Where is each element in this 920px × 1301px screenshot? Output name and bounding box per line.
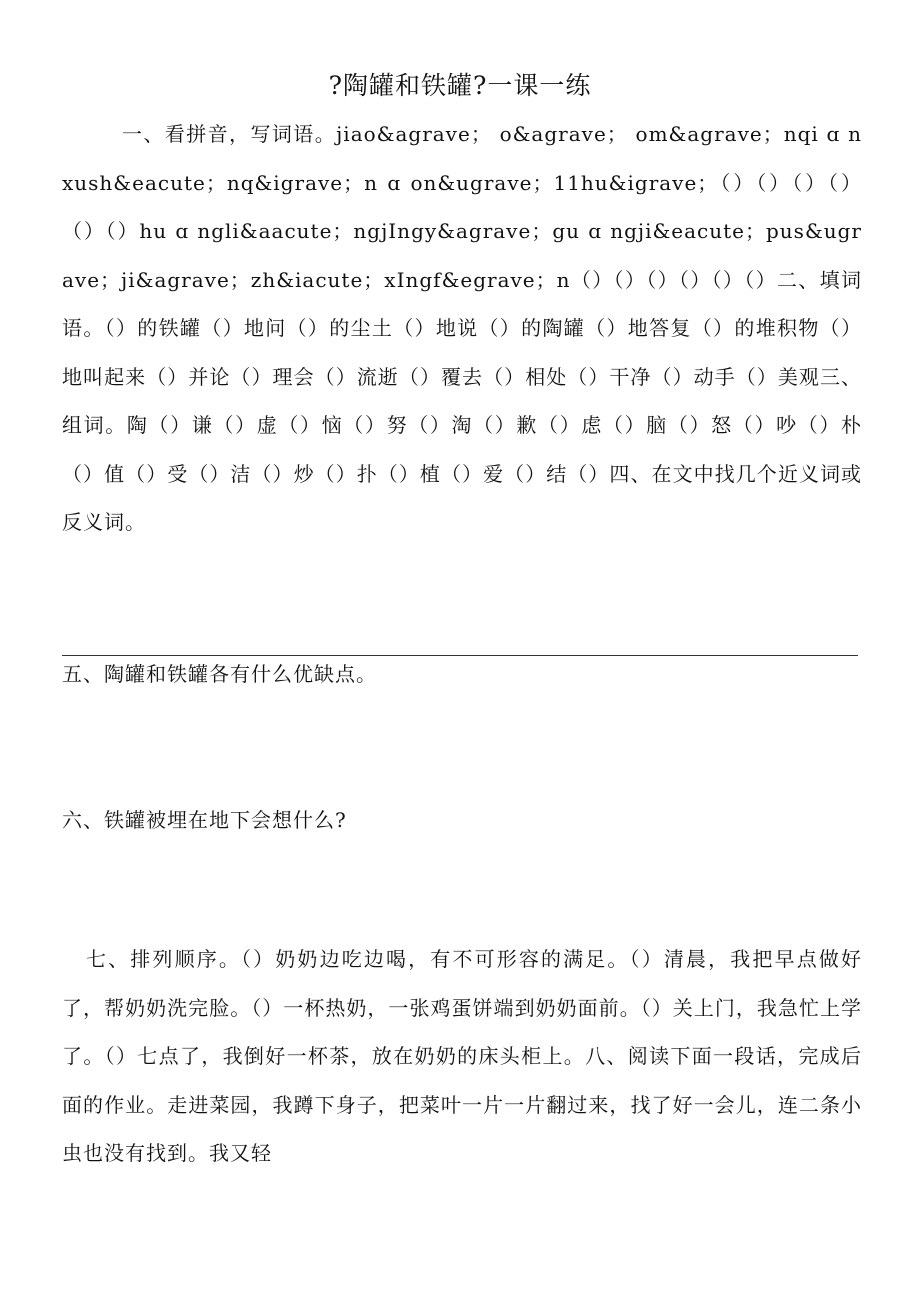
section-7-8-text: 七、排列顺序。（）奶奶边吃边喝，有不可形容的满足。（）清晨，我把早点做好了，帮奶奶洗完脸。（）一杯热奶，一张鸡蛋饼端到奶奶面前。（）关上门，我急忙上学了。（）七点了，我倒好一杯茶，放在奶奶的床头柜上。八、阅读下面一段话，完成后面的作业。走进菜园，我蹲下身子，把菜叶一片一片翻过来，找了好一会儿，连二条小虫也没有找到。我又轻 (62, 947, 862, 1165)
question-6: 六、铁罐被埋在地下会想什么? (62, 808, 347, 832)
question-5: 五、陶罐和铁罐各有什么优缺点。 (62, 662, 377, 686)
worksheet-title: ?陶罐和铁罐?一课一练 (328, 71, 592, 100)
section-1-4-text: 一、看拼音，写词语。jiao&agrave； o&agrave； om&agrave；nqi ɑ nxush&eacute；nq&igrave；n ɑ on&ugrave；11hu&igrave；（）（）（）（）（）（）hu ɑ ngli&aacute；ngjIngy&agrave；gu ɑ ngji&eacute；pus&ugrave；ji&agrave；zh&iacute；xIngf&egrave；n（）（）（）（）（）（）二、填词语。（）的铁罐（）地问（）的尘土（）地说（）的陶罐（）地答复（）的堆积物（）地叫起来（）并论（）理会（）流逝（）覆去（）相处（）干净（）动手（）美观三、组词。陶（）谦（）虚（）恼（）努（）淘（）歉（）虑（）脑（）怒（）吵（）朴（）值（）受（）洁（）炒（）扑（）植（）爱（）结（）四、在文中找几个近义词或反义词。 (62, 122, 862, 534)
